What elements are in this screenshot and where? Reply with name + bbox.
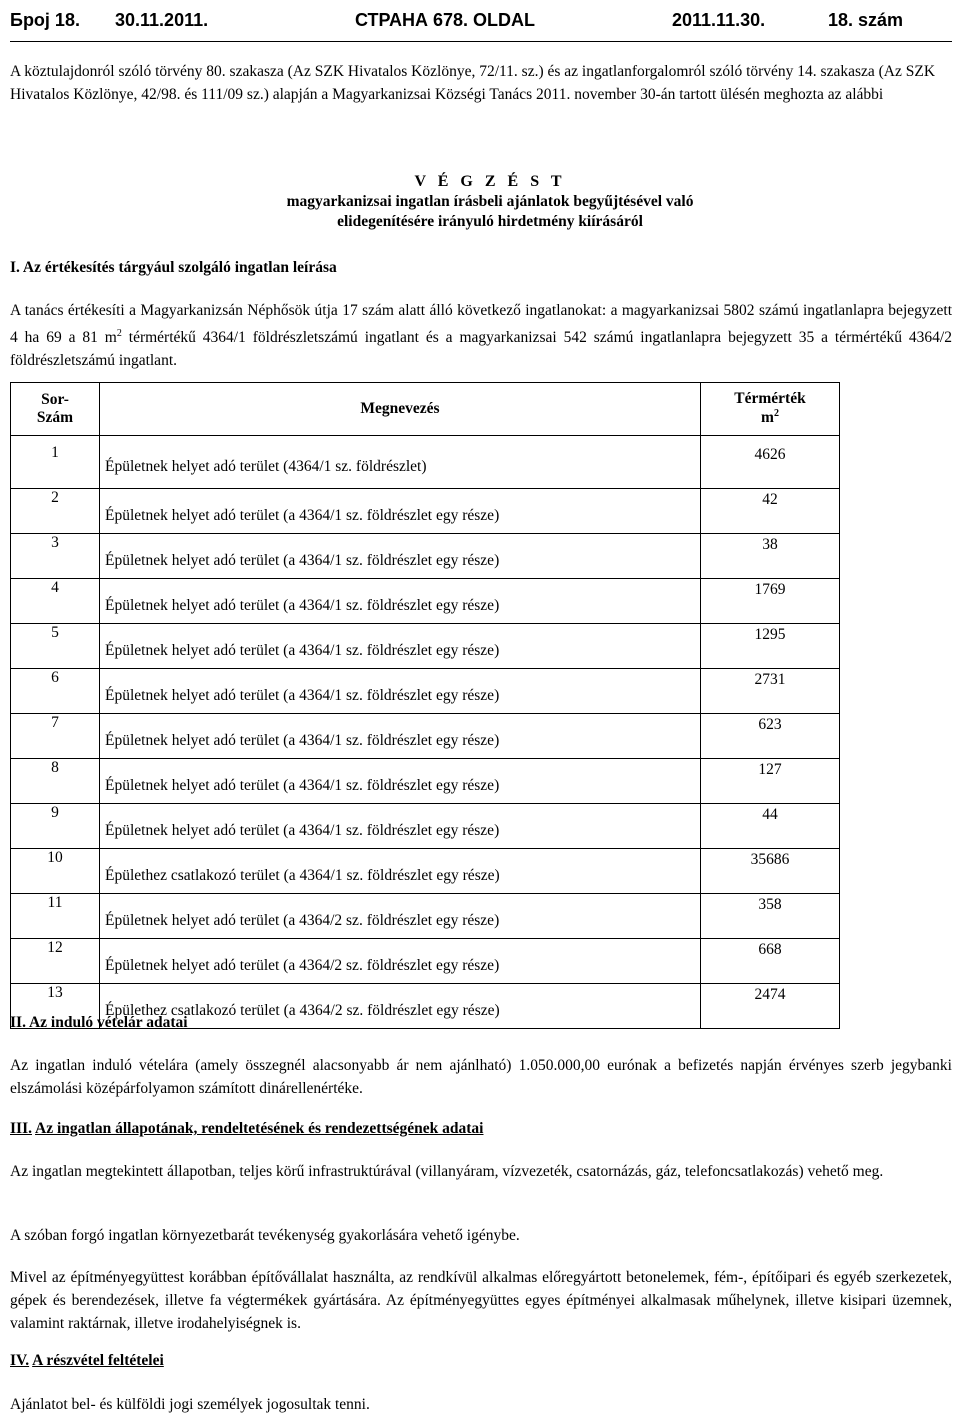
section2-body: Az ingatlan induló vételára (amely összegnél alacsonyabb ár nem ajánlható) 1.050.000,00 eurónak a befizetés napján érvényes szerb jegybanki elszámolási középárfolyamon számított dinárellenértéke. bbox=[10, 1057, 952, 1097]
table-row bbox=[11, 939, 840, 984]
header-date-serbian: 30.11.2011. bbox=[115, 10, 209, 30]
table-row bbox=[11, 669, 840, 714]
area-cell: 4626 bbox=[701, 436, 840, 489]
header-issue-serbian: Број 18. bbox=[10, 10, 80, 30]
section4-number: IV. bbox=[10, 1352, 30, 1369]
row-number-cell: 1 bbox=[11, 436, 100, 489]
description-cell: Épületnek helyet adó terület (a 4364/2 sz. földrészlet egy része) bbox=[100, 939, 701, 984]
decision-subtitle-line2: elidegenítésére irányuló hirdetmény kiírásáról bbox=[337, 213, 643, 230]
row-number-cell: 3 bbox=[11, 534, 100, 579]
section3-paragraph-1: Az ingatlan megtekintett állapotban, teljes körű infrastruktúrával (villanyáram, vízvezeték, csatornázás, gáz, telefoncsatlakozás) vehető meg. bbox=[10, 1163, 884, 1180]
area-cell: 35686 bbox=[701, 849, 840, 894]
row-number-cell: 12 bbox=[11, 939, 100, 984]
column-header-row-number-line1: Sor- bbox=[41, 391, 69, 408]
description-cell: Épülethez csatlakozó terület (a 4364/2 sz. földrészlet egy része) bbox=[100, 984, 701, 1029]
row-number-cell: 5 bbox=[11, 624, 100, 669]
table-row bbox=[11, 579, 840, 624]
description-cell: Épülethez csatlakozó terület (a 4364/1 sz. földrészlet egy része) bbox=[100, 849, 701, 894]
header-page-number: СТРАНА 678. OLDAL bbox=[355, 10, 535, 30]
table-row bbox=[11, 714, 840, 759]
description-cell: Épületnek helyet adó terület (a 4364/1 sz. földrészlet egy része) bbox=[100, 804, 701, 849]
area-cell: 2474 bbox=[701, 984, 840, 1029]
description-cell: Épületnek helyet adó terület (a 4364/1 sz. földrészlet egy része) bbox=[100, 579, 701, 624]
table-row bbox=[11, 759, 840, 804]
section3-title bbox=[10, 1120, 483, 1138]
row-number-cell: 7 bbox=[11, 714, 100, 759]
area-cell: 2731 bbox=[701, 669, 840, 714]
section3-paragraph-3: Mivel az építményegyüttest korábban építővállalat használta, az rendkívül alkalmas előregyártott betonelemek, fém-, építőipari és egyéb szerkezetek, gépek és berendezések, illetve fa végtermékek gyártására. Az építményegyüttes egyes építményei alkalmasak műhelynek, illetve kisipari üzemnek, valamint raktárnak, illetve irodahelyiségnek is. bbox=[10, 1269, 952, 1332]
area-cell: 42 bbox=[701, 489, 840, 534]
table-row bbox=[11, 436, 840, 489]
description-cell: Épületnek helyet adó terület (a 4364/1 sz. földrészlet egy része) bbox=[100, 489, 701, 534]
area-cell: 127 bbox=[701, 759, 840, 804]
table-row bbox=[11, 849, 840, 894]
description-cell: Épületnek helyet adó terület (a 4364/2 sz. földrészlet egy része) bbox=[100, 894, 701, 939]
header-date-hungarian: 2011.11.30. bbox=[672, 10, 766, 30]
area-cell: 1769 bbox=[701, 579, 840, 624]
row-number-cell: 8 bbox=[11, 759, 100, 804]
header-issue-hungarian: 18. szám bbox=[828, 10, 904, 30]
land-parcel-table-body bbox=[11, 436, 840, 1029]
section3-paragraph-2: A szóban forgó ingatlan környezetbarát tevékenység gyakorlására vehető igénybe. bbox=[10, 1227, 520, 1244]
row-number-cell: 13 bbox=[11, 984, 100, 1029]
table-row bbox=[11, 534, 840, 579]
column-header-row-number bbox=[11, 383, 100, 436]
column-header-area-line1: Térmérték bbox=[734, 390, 806, 408]
table-row bbox=[11, 894, 840, 939]
section2-number: II. bbox=[10, 1014, 26, 1031]
section3-number: III. bbox=[10, 1120, 32, 1137]
area-cell: 38 bbox=[701, 534, 840, 579]
section4-body: Ajánlatot bel- és külföldi jogi személyek jogosultak tenni. bbox=[10, 1396, 370, 1413]
decision-heading-block bbox=[240, 172, 740, 232]
decision-heading: V É G Z É S T bbox=[414, 173, 566, 190]
description-cell: Épületnek helyet adó terület (4364/1 sz. földrészlet) bbox=[100, 436, 701, 489]
row-number-cell: 11 bbox=[11, 894, 100, 939]
section2-title bbox=[10, 1014, 188, 1032]
description-cell: Épületnek helyet adó terület (a 4364/1 sz. földrészlet egy része) bbox=[100, 669, 701, 714]
description-cell: Épületnek helyet adó terület (a 4364/1 sz. földrészlet egy része) bbox=[100, 624, 701, 669]
description-cell: Épületnek helyet adó terület (a 4364/1 sz. földrészlet egy része) bbox=[100, 534, 701, 579]
column-header-row-number-line2: Szám bbox=[36, 409, 74, 426]
column-header-area-unit-exponent: 2 bbox=[773, 408, 779, 420]
row-number-cell: 2 bbox=[11, 489, 100, 534]
area-cell: 1295 bbox=[701, 624, 840, 669]
column-header-area bbox=[701, 383, 840, 436]
area-cell: 623 bbox=[701, 714, 840, 759]
section4-title bbox=[10, 1352, 164, 1370]
description-cell: Épületnek helyet adó terület (a 4364/1 sz. földrészlet egy része) bbox=[100, 714, 701, 759]
intro-paragraph: A köztulajdonról szóló törvény 80. szakasza (Az SZK Hivatalos Közlönye, 72/11. sz.) és az ingatlanforgalomról szóló törvény 14. szakasza (Az SZK Hivatalos Közlönye, 42/98. és 111/09 sz.) alapján a Magyarkanizsai Községi Tanács 2011. november 30-án tartott ülésén meghozta az alábbi bbox=[10, 63, 936, 103]
page-header bbox=[10, 0, 952, 42]
row-number-cell: 9 bbox=[11, 804, 100, 849]
area-cell: 358 bbox=[701, 894, 840, 939]
section2-title-text: Az induló vételár adatai bbox=[28, 1014, 188, 1031]
table-row bbox=[11, 624, 840, 669]
section4-title-text: A részvétel feltételei bbox=[32, 1352, 164, 1369]
column-header-area-unit: m bbox=[761, 409, 774, 427]
table-row bbox=[11, 804, 840, 849]
decision-subtitle-line1: magyarkanizsai ingatlan írásbeli ajánlatok begyűjtésével való bbox=[286, 193, 694, 210]
area-cell: 44 bbox=[701, 804, 840, 849]
section3-title-text: Az ingatlan állapotának, rendeltetésének és rendezettségének adatai bbox=[35, 1120, 484, 1137]
section1-body: A tanács értékesíti a Magyarkanizsán Néphősök útja 17 szám alatt álló következő ingatlanokat: a magyarkanizsai 5802 számú ingatlanlapra bejegyzett 4 ha 69 a 81 $m^2$ térmértékű 4364/1 földrészletszámú ingatlant és a magyarkanizsai 542 számú ingatlanlapra bejegyzett 35 a térmértékű 4364/2 földrészletszámú ingatlant. bbox=[10, 302, 952, 370]
section1-title: I. Az értékesítés tárgyául szolgáló ingatlan leírása bbox=[10, 259, 337, 276]
description-cell: Épületnek helyet adó terület (a 4364/1 sz. földrészlet egy része) bbox=[100, 759, 701, 804]
row-number-cell: 4 bbox=[11, 579, 100, 624]
table-row bbox=[11, 489, 840, 534]
land-parcel-table bbox=[10, 382, 840, 1029]
column-header-description: Megnevezés bbox=[100, 383, 701, 436]
row-number-cell: 6 bbox=[11, 669, 100, 714]
row-number-cell: 10 bbox=[11, 849, 100, 894]
area-cell: 668 bbox=[701, 939, 840, 984]
